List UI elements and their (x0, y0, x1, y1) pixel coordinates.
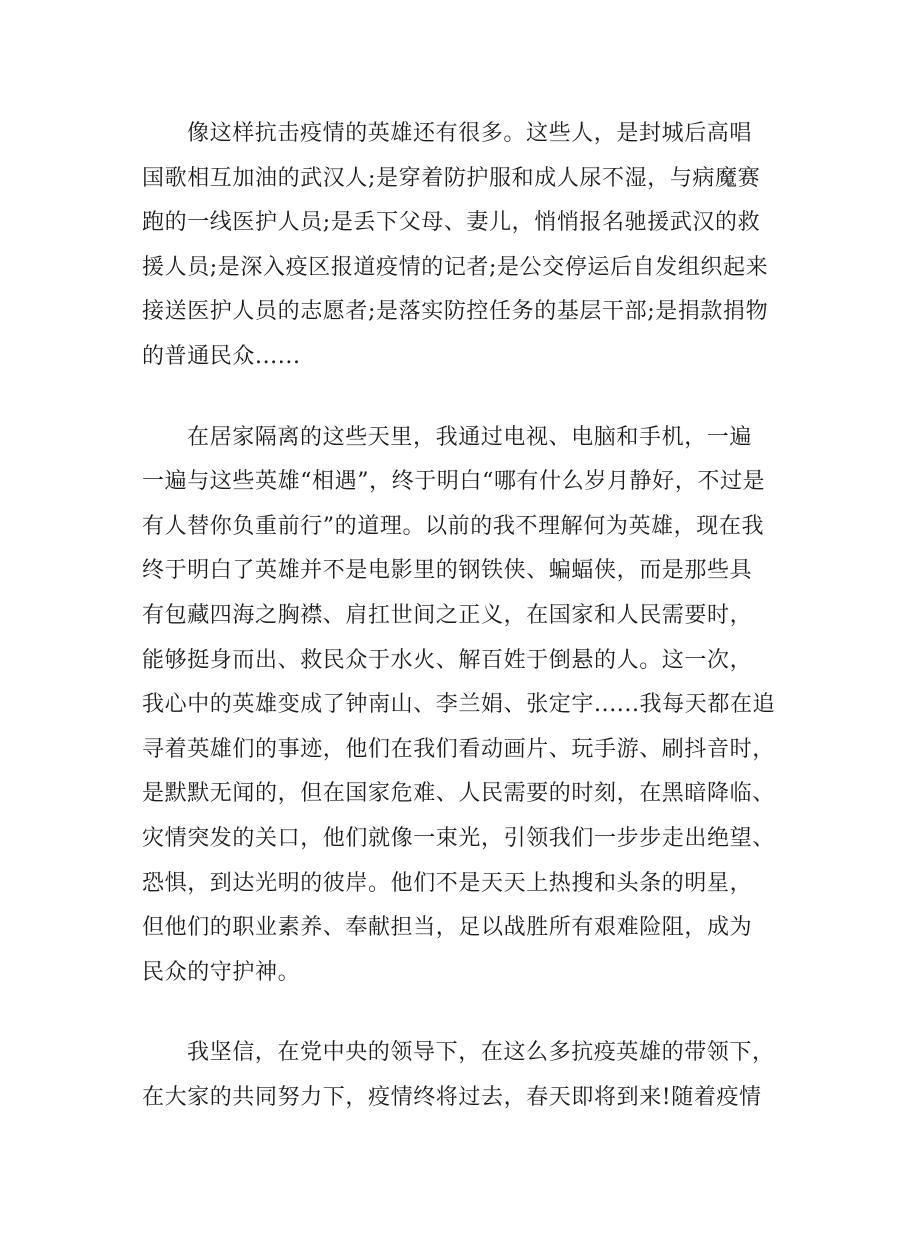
text-line: 但他们的职业素养、奉献担当，足以战胜所有艰难险阻，成为 (142, 915, 753, 941)
text-line: 我坚信，在党中央的领导下，在这么多抗疫英雄的带领下， (187, 1040, 775, 1066)
document-body (142, 112, 782, 1156)
text-line: 我心中的英雄变成了钟南山、李兰娟、张定宇......我每天都在追 (142, 692, 776, 718)
text-line: 的普通民众...... (142, 343, 301, 369)
text-line: 能够挺身而出、救民众于水火、解百姓于倒悬的人。这一次， (142, 647, 753, 673)
text-line: 援人员;是深入疫区报道疫情的记者;是公交停运后自发组织起来 (142, 254, 769, 280)
text-line: 恐惧，到达光明的彼岸。他们不是天天上热搜和头条的明星， (142, 870, 753, 896)
text-line: 像这样抗击疫情的英雄还有很多。这些人，是封城后高唱 (187, 121, 753, 146)
paragraph-home-isolation (142, 416, 782, 996)
text-line: 灾情突发的关口，他们就像一束光，引领我们一步步走出绝望、 (142, 825, 775, 851)
text-line: 有人替你负重前行”的道理。以前的我不理解何为英雄，现在我 (142, 513, 765, 539)
text-line: 终于明白了英雄并不是电影里的钢铁侠、蝙蝠侠，而是那些具 (142, 558, 753, 584)
paragraph-belief (142, 1031, 782, 1120)
text-line: 国歌相互加油的武汉人;是穿着防护服和成人尿不湿，与病魔赛 (142, 165, 761, 191)
text-line: 一遍与这些英雄“相遇”，终于明白“哪有什么岁月静好，不过是 (142, 469, 766, 495)
text-line: 跑的一线医护人员;是丢下父母、妻儿，悄悄报名驰援武汉的救 (142, 210, 761, 236)
text-line: 在大家的共同努力下，疫情终将过去，春天即将到来!随着疫情 (142, 1084, 762, 1110)
paragraph-heroes-list (142, 112, 782, 380)
text-line: 在居家隔离的这些天里，我通过电视、电脑和手机，一遍 (187, 424, 753, 450)
text-line: 是默默无闻的，但在国家危难、人民需要的时刻，在黑暗降临、 (142, 781, 775, 807)
text-line: 接送医护人员的志愿者;是落实防控任务的基层干部;是捐款捐物 (142, 299, 769, 325)
text-line: 民众的守护神。 (142, 959, 301, 985)
text-line: 寻着英雄们的事迹，他们在我们看动画片、玩手游、刷抖音时， (142, 736, 775, 762)
text-line: 有包藏四海之胸襟、肩扛世间之正义，在国家和人民需要时， (142, 602, 753, 628)
